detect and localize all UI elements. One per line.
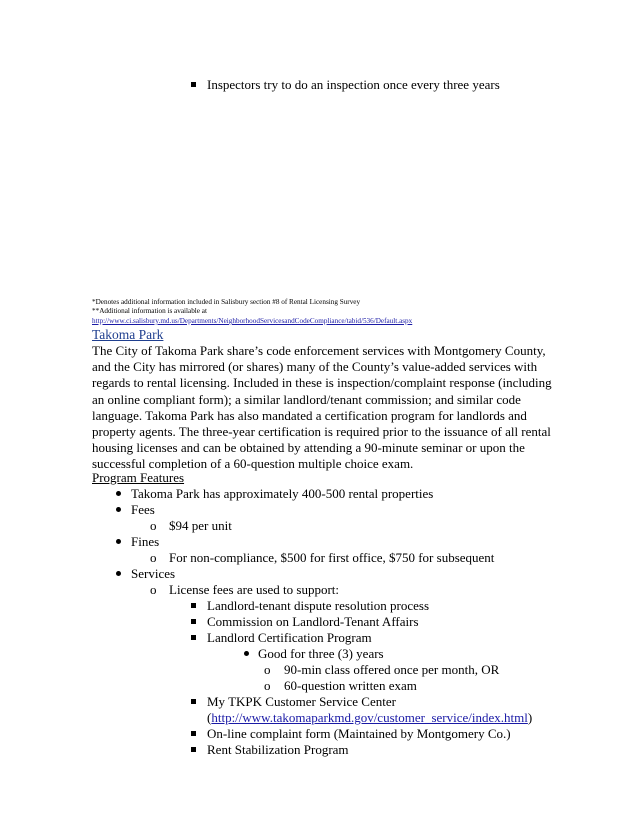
paragraph-line: The City of Takoma Park share’s code enforcement services with Montgomery County, [92,343,546,358]
circle-bullet-icon: o [264,678,271,693]
list-item-fee-unit: $94 per unit [169,518,232,533]
footnote-salisbury: *Denotes additional information included in Salisbury section #8 of Rental Licensing Survey [92,298,361,306]
section-title-takoma-park: Takoma Park [92,327,164,342]
square-bullet-icon [191,699,196,704]
customer-service-link[interactable]: http://www.takomaparkmd.gov/customer_service/index.html [211,710,528,725]
square-bullet-icon [191,82,196,87]
list-item-fees: Fees [131,502,155,517]
round-bullet-icon [116,539,121,544]
circle-bullet-icon: o [150,518,157,533]
paragraph-line: successful completion of a 60-question multiple choice exam. [92,456,414,472]
list-item-dispute-resolution: Landlord-tenant dispute resolution process [207,598,430,613]
list-item-rent-stabilization: Rent Stabilization Program [207,742,349,757]
list-item-exam: 60-question written exam [284,678,417,693]
round-bullet-icon [244,651,249,656]
circle-bullet-icon: o [150,582,157,597]
open-paren: ( [207,710,212,725]
list-item-services: Services [131,566,176,581]
list-item-rental-properties: Takoma Park has approximately 400-500 rental properties [131,486,434,501]
paragraph-line: regards to rental licensing. Included in these is inspection/complaint response (including [92,375,552,391]
footnote-salisbury-link[interactable]: http://www.ci.salisbury.md.us/Departments/NeighborhoodServicesandCodeCompliance/tabid/536/Default.aspx [92,317,413,325]
list-item-fine-detail: For non-compliance, $500 for first office, $750 for subsequent [169,550,495,565]
list-item-complaint-form: On-line complaint form (Maintained by Montgomery Co.) [207,726,511,741]
bullet-text-inspections: Inspectors try to do an inspection once every three years [207,77,500,92]
paragraph-line: and the City has mirrored (or shares) many of the County’s value-added services with [92,359,538,375]
square-bullet-icon [191,747,196,752]
list-item-customer-center: My TKPK Customer Service Center [207,694,396,709]
list-item-certification: Landlord Certification Program [207,630,372,645]
round-bullet-icon [116,571,121,576]
close-paren: ) [527,710,533,725]
list-item-fines: Fines [131,534,160,549]
square-bullet-icon [191,619,196,624]
paragraph-line: language. Takoma Park has also mandated a certification program for landlords and [92,407,527,423]
paragraph-line: an online compliant form); a similar landlord/tenant commission; and similar code [92,391,521,407]
paragraph-line: property agents. The three-year certification is required prior to the issuance of all rental [92,424,551,440]
circle-bullet-icon: o [150,550,157,565]
square-bullet-icon [191,635,196,640]
list-item-commission: Commission on Landlord-Tenant Affairs [207,614,419,629]
takoma-park-paragraph [92,343,552,473]
paragraph-line: housing licenses and can be obtained by attending a 90-minute seminar or upon the [92,440,525,456]
round-bullet-icon [116,491,121,496]
program-features-heading: Program Features [92,470,185,485]
list-item-license-fees: License fees are used to support: [169,582,340,597]
customer-center-link-line [207,710,532,726]
list-item-class: 90-min class offered once per month, OR [284,662,500,677]
footnote-additional-info: **Additional information is available at [92,307,207,315]
square-bullet-icon [191,603,196,608]
list-item-good-for: Good for three (3) years [258,646,384,661]
square-bullet-icon [191,731,196,736]
round-bullet-icon [116,507,121,512]
circle-bullet-icon: o [264,662,271,677]
